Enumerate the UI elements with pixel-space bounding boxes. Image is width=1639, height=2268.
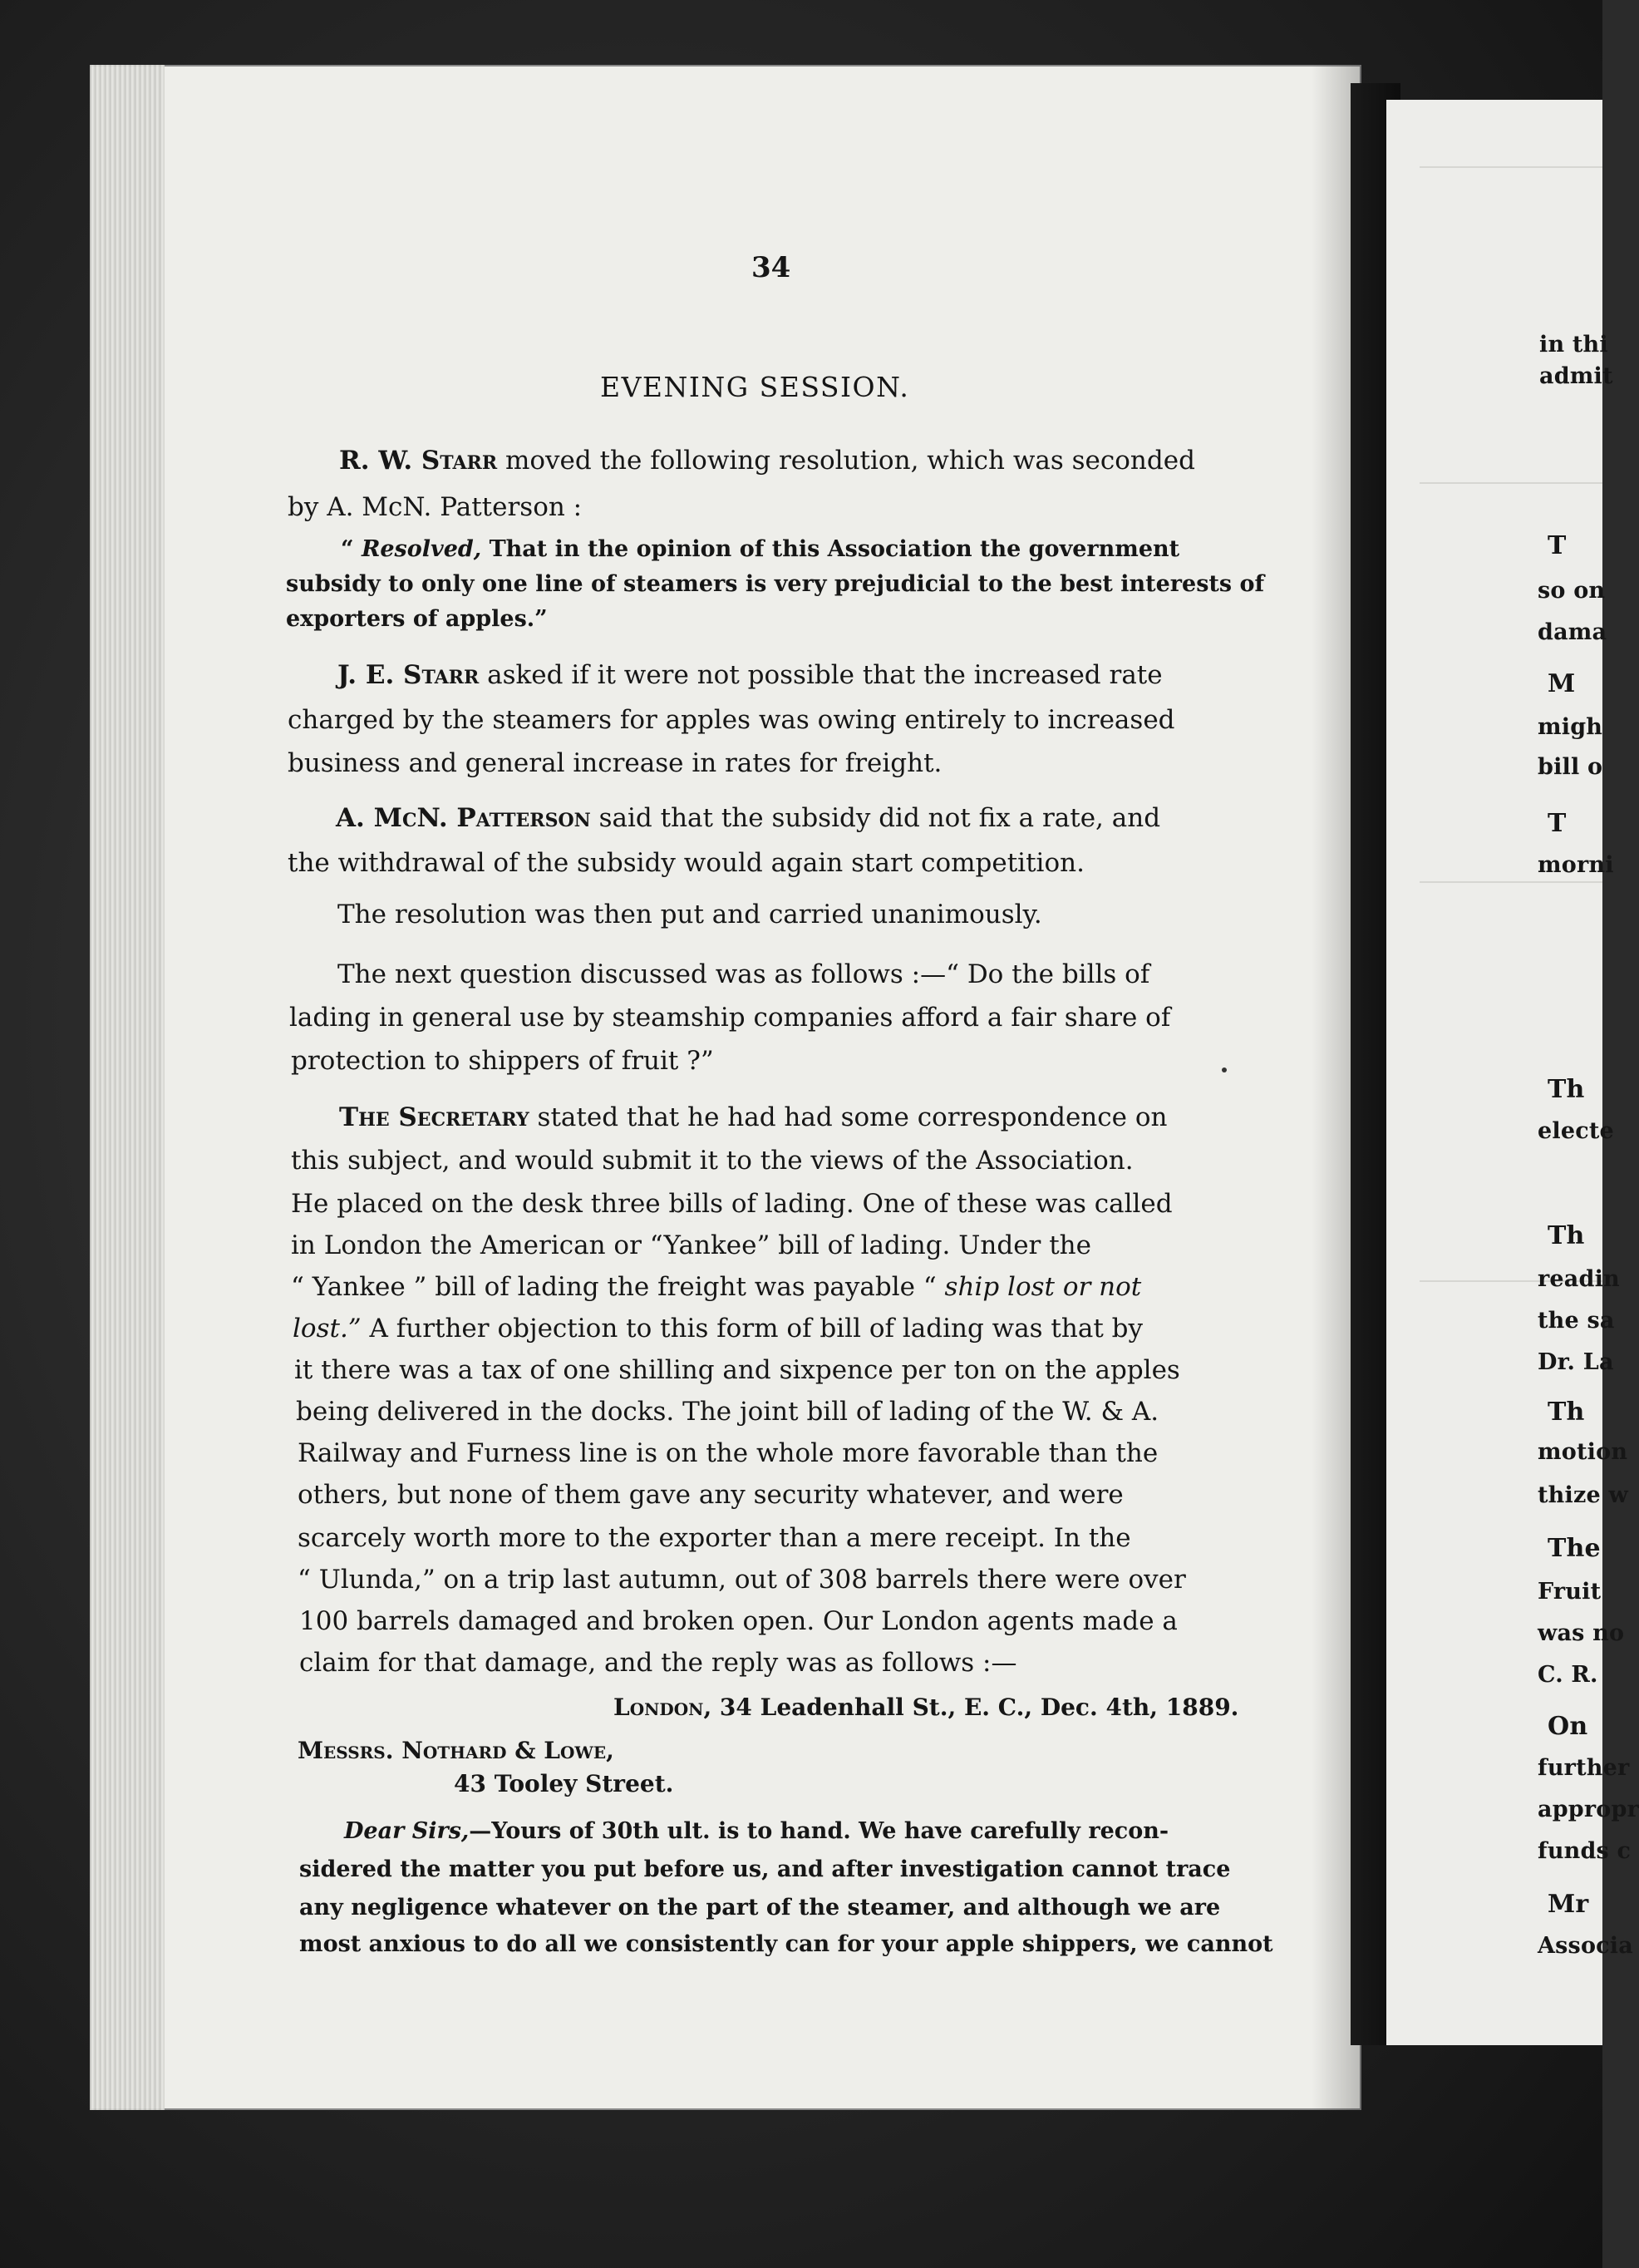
paragraph-line: in London the American or “Yankee” bill of lading. Under the xyxy=(291,1230,1091,1260)
letter-addressee: Messrs. Nothard & Lowe, xyxy=(298,1737,614,1764)
right-page-fragment: Fruit xyxy=(1538,1579,1602,1605)
paragraph-line: “ Ulunda,” on a trip last autumn, out of 308 barrels there were over xyxy=(298,1565,1186,1595)
right-page-fragment: Mr xyxy=(1548,1890,1589,1919)
right-page-fragment: Associa xyxy=(1538,1933,1633,1959)
ink-speck xyxy=(1222,1067,1227,1072)
right-page-fragment: was no xyxy=(1538,1620,1625,1646)
paragraph-line: 100 barrels damaged and broken open. Our London agents made a xyxy=(299,1606,1178,1636)
paragraph-line: J. E. Starr asked if it were not possible that the increased rate xyxy=(337,660,1163,690)
letter-line: most anxious to do all we consistently can for your apple shippers, we cannot xyxy=(299,1931,1273,1957)
paragraph-line: it there was a tax of one shilling and sixpence per ton on the apples xyxy=(294,1355,1180,1385)
right-page-fragment: dama xyxy=(1538,619,1607,645)
resolution-line: “ Resolved, That in the opinion of this Association the government xyxy=(341,536,1180,562)
right-page-fragment: Th xyxy=(1548,1398,1585,1427)
resolution-line: exporters of apples.” xyxy=(286,606,548,632)
letter-line: Dear Sirs,—Yours of 30th ult. is to hand. We have carefully recon- xyxy=(344,1818,1169,1844)
paragraph-line: the withdrawal of the subsidy would again start competition. xyxy=(288,848,1085,878)
paragraph-line: The next question discussed was as follows :—“ Do the bills of xyxy=(337,959,1150,989)
right-page-fragment: Th xyxy=(1548,1221,1585,1250)
speaker-name: R. W. Starr xyxy=(339,446,498,476)
letter-dateline: London, 34 Leadenhall St., E. C., Dec. 4th, 1889. xyxy=(613,1694,1239,1721)
paragraph-line: claim for that damage, and the reply was as follows :— xyxy=(299,1648,1017,1678)
right-page-fragment: The xyxy=(1548,1534,1601,1563)
speaker-name: A. McN. Patterson xyxy=(336,803,591,833)
paragraph-line: others, but none of them gave any security whatever, and were xyxy=(298,1480,1124,1510)
page-number: 34 xyxy=(751,251,791,284)
paragraph-line: R. W. Starr moved the following resolution, which was seconded xyxy=(339,446,1195,476)
right-page-fragment: M xyxy=(1548,669,1576,698)
paragraph-line: The resolution was then put and carried unanimously. xyxy=(337,900,1042,929)
paragraph-line: business and general increase in rates for freight. xyxy=(288,748,943,778)
bleed-through-line xyxy=(1420,881,1602,883)
right-page-fragment: the sa xyxy=(1538,1308,1615,1334)
paragraph-line: being delivered in the docks. The joint bill of lading of the W. & A. xyxy=(296,1397,1159,1427)
paragraph-line: lost.” A further objection to this form of bill of lading was that by xyxy=(293,1314,1144,1344)
right-page-fragment: migh xyxy=(1538,714,1603,740)
paragraph-line: charged by the steamers for apples was owing entirely to increased xyxy=(288,705,1175,735)
right-page xyxy=(1386,100,1602,2045)
right-page-fragment: morni xyxy=(1538,852,1614,878)
paragraph-line: Railway and Furness line is on the whole more favorable than the xyxy=(298,1438,1159,1468)
speaker-name: The Secretary xyxy=(339,1102,529,1132)
paragraph-line: this subject, and would submit it to the views of the Association. xyxy=(291,1146,1134,1176)
right-page-fragment: admit xyxy=(1539,363,1613,389)
paragraph-line: “ Yankee ” bill of lading the freight was payable “ ship lost or not xyxy=(291,1272,1142,1302)
letter-address: 43 Tooley Street. xyxy=(454,1770,674,1797)
right-page-fragment: T xyxy=(1548,809,1567,838)
paragraph-line: He placed on the desk three bills of lading. One of these was called xyxy=(291,1189,1173,1219)
right-page-fragment: further xyxy=(1538,1755,1630,1781)
paragraph-line: The Secretary stated that he had had some correspondence on xyxy=(339,1102,1168,1132)
right-page-fragment: T xyxy=(1548,531,1567,560)
paragraph-line: by A. McN. Patterson : xyxy=(288,492,583,522)
paragraph-line: scarcely worth more to the exporter than a mere receipt. In the xyxy=(298,1523,1131,1553)
letter-line: any negligence whatever on the part of the steamer, and although we are xyxy=(299,1895,1221,1920)
right-page-fragment: Dr. La xyxy=(1538,1349,1614,1375)
bleed-through-line xyxy=(1420,482,1602,484)
paragraph-line: A. McN. Patterson said that the subsidy did not fix a rate, and xyxy=(336,803,1161,833)
right-page-fragment: Th xyxy=(1548,1075,1585,1104)
paragraph-line: protection to shippers of fruit ?” xyxy=(291,1046,714,1076)
section-heading: EVENING SESSION. xyxy=(600,371,910,403)
paragraph-line: lading in general use by steamship companies afford a fair share of xyxy=(289,1003,1171,1033)
resolution-line: subsidy to only one line of steamers is very prejudicial to the best interests of xyxy=(286,571,1265,597)
right-page-fragment: in thi xyxy=(1539,332,1608,357)
right-page-fragment: motion xyxy=(1538,1439,1628,1465)
right-page-fragment: electe xyxy=(1538,1118,1614,1144)
right-page-fragment: bill o xyxy=(1538,754,1603,780)
letter-line: sidered the matter you put before us, and after investigation cannot trace xyxy=(299,1856,1231,1882)
right-page-fragment: C. R. xyxy=(1538,1662,1598,1688)
speaker-name: J. E. Starr xyxy=(337,660,480,690)
right-page-fragment: thize w xyxy=(1538,1482,1628,1508)
right-page-fragment: so on xyxy=(1538,578,1606,604)
bleed-through-line xyxy=(1420,166,1602,168)
right-page-fragment: funds c xyxy=(1538,1838,1632,1864)
right-page-fragment: readin xyxy=(1538,1266,1620,1292)
right-page-fragment: On xyxy=(1548,1712,1588,1741)
right-page-fragment: appropr xyxy=(1538,1797,1639,1822)
